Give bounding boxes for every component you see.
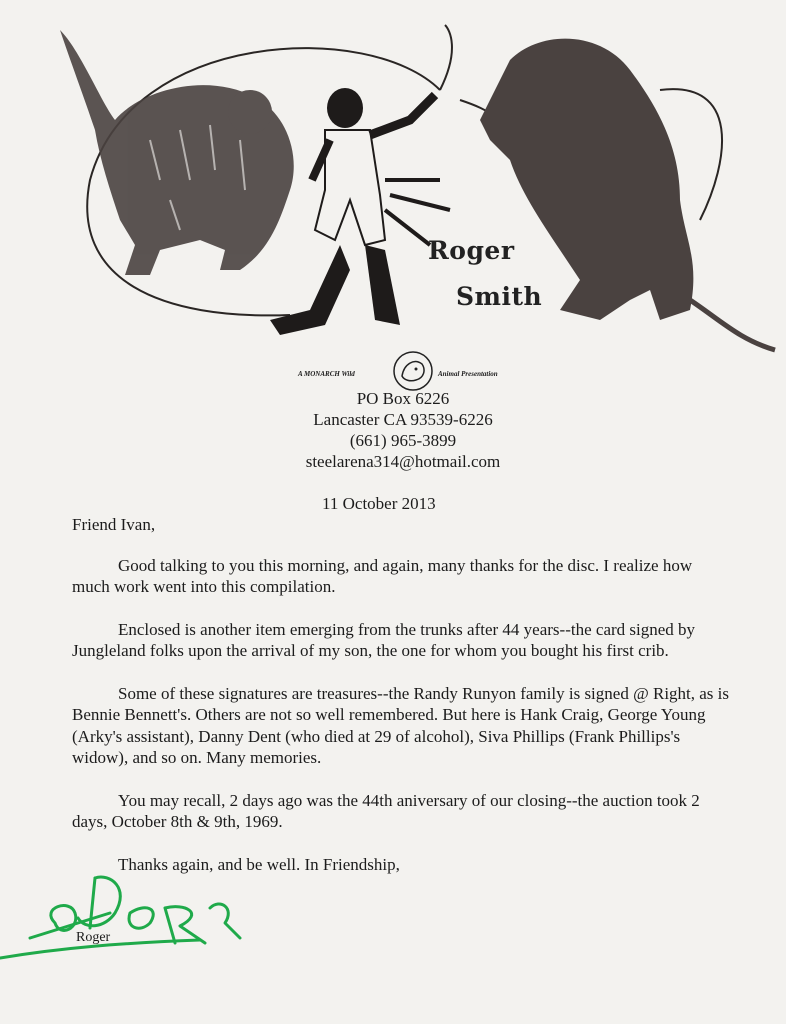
logo-right-text: Animal Presentation — [438, 370, 498, 378]
letterhead-first-name: Roger — [428, 236, 515, 265]
city-state-zip: Lancaster CA 93539-6226 — [313, 410, 493, 429]
paragraph-1: Good talking to you this morning, and again, many thanks for the disc. I realize how much work went into this compilation. — [72, 555, 693, 596]
phone-number: (661) 965-3899 — [349, 431, 457, 450]
paragraph-3: Some of these signatures are treasures--the Randy Runyon family is signed @ Right, as is Bennie Bennett's. Others are not so well remembered. But here is Hank Craig, George Young (Arky's assistant), Danny Dent (who died at 29 of alcohol), Siva Phillips (Frank Phillips's widow), and so on. Many memories. — [72, 683, 730, 767]
contact-block — [0, 388, 786, 472]
letter-body — [72, 514, 732, 887]
paragraph-4: You may recall, 2 days ago was the 44th aniversary of our closing--the auction took 2 days, October 8th & 9th, 1969. — [72, 790, 700, 831]
handwritten-signature — [0, 868, 260, 978]
tiger-figure — [60, 30, 294, 275]
letterhead-illustration — [40, 20, 780, 380]
paragraph-2: Enclosed is another item emerging from the trunks after 44 years--the card signed by Jungleland folks upon the arrival of my son, the one for whom you bought his first crib. — [72, 619, 696, 660]
logo-left-text: A MONARCH Wild — [298, 370, 355, 378]
signoff-name: Roger — [76, 930, 111, 945]
closing-line: Thanks again, and be well. In Friendship, — [118, 854, 400, 874]
lion-head-logo-icon — [392, 350, 434, 392]
trainer-figure — [270, 88, 450, 335]
salutation: Friend Ivan, — [72, 515, 156, 534]
letter-date: 11 October 2013 — [322, 494, 436, 513]
email-address: steelarena314@hotmail.com — [305, 452, 501, 471]
letterhead-last-name: Smith — [456, 282, 543, 311]
po-box: PO Box 6226 — [356, 389, 450, 408]
